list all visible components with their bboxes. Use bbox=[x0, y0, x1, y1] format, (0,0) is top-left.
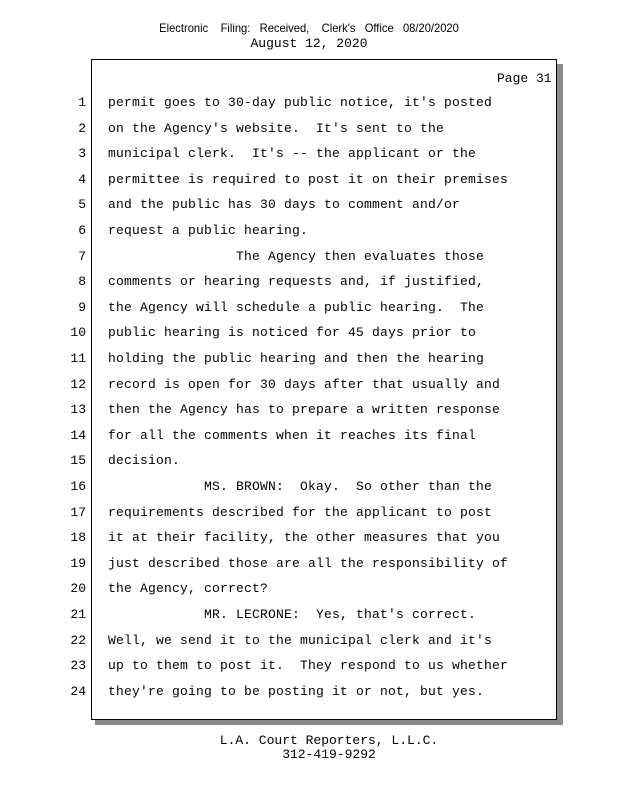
line-number: 24 bbox=[70, 683, 86, 699]
line-text: they're going to be posting it or not, but yes. bbox=[108, 683, 485, 699]
line-number: 19 bbox=[70, 555, 86, 571]
line-number: 9 bbox=[78, 299, 86, 315]
line-text: the Agency, correct? bbox=[108, 581, 269, 597]
line-text: request a public hearing. bbox=[108, 223, 309, 238]
line-number: 7 bbox=[78, 248, 86, 264]
line-text: then the Agency has to prepare a written response bbox=[108, 402, 501, 418]
line-text: just described those are all the responsibility of bbox=[108, 555, 509, 571]
line-number: 18 bbox=[70, 530, 86, 546]
line-text: record is open for 30 days after that usually and bbox=[108, 376, 501, 392]
line-number: 8 bbox=[78, 274, 86, 290]
line-text: and the public has 30 days to comment and/or bbox=[108, 197, 461, 213]
line-text: MS. BROWN: Okay. So other than the bbox=[108, 479, 493, 494]
line-text: holding the public hearing and then the hearing bbox=[108, 351, 485, 366]
line-text: permittee is required to post it on their premises bbox=[108, 171, 509, 187]
line-text: the Agency will schedule a public hearing. The bbox=[108, 299, 485, 315]
line-number: 4 bbox=[78, 171, 86, 187]
line-number: 20 bbox=[70, 581, 86, 597]
line-text: public hearing is noticed for 45 days prior to bbox=[108, 325, 477, 341]
line-text: MR. LECRONE: Yes, that's correct. bbox=[108, 607, 477, 622]
line-number: 21 bbox=[70, 607, 86, 622]
line-number: 2 bbox=[78, 120, 86, 136]
footer-phone: 312-419-9292 bbox=[282, 747, 376, 762]
line-number: 10 bbox=[70, 325, 86, 341]
line-text: Well, we send it to the municipal clerk and it's bbox=[108, 632, 493, 648]
line-number: 23 bbox=[70, 658, 86, 674]
line-text: on the Agency's website. It's sent to the bbox=[108, 120, 445, 136]
line-number: 12 bbox=[70, 376, 86, 392]
line-text: The Agency then evaluates those bbox=[108, 248, 485, 264]
transcript-date: August 12, 2020 bbox=[250, 36, 368, 51]
line-text: comments or hearing requests and, if justified, bbox=[108, 274, 485, 290]
line-number: 6 bbox=[78, 223, 86, 238]
line-number: 14 bbox=[70, 427, 86, 443]
line-number: 16 bbox=[70, 479, 86, 494]
line-text: permit goes to 30-day public notice, it's posted bbox=[108, 95, 493, 110]
line-text: it at their facility, the other measures that you bbox=[108, 530, 501, 546]
line-number: 1 bbox=[78, 95, 86, 110]
line-text: up to them to post it. They respond to us whether bbox=[108, 658, 509, 674]
page-number: Page 31 bbox=[497, 71, 552, 86]
line-text: for all the comments when it reaches its final bbox=[108, 427, 477, 443]
line-number: 11 bbox=[70, 351, 86, 366]
footer-company: L.A. Court Reporters, L.L.C. bbox=[219, 733, 439, 748]
line-number: 15 bbox=[70, 453, 86, 469]
line-number: 3 bbox=[78, 146, 86, 162]
line-number: 22 bbox=[70, 632, 86, 648]
filing-stamp: Electronic Filing: Received, Clerk's Office 08/20/2020 bbox=[159, 21, 459, 35]
line-number: 13 bbox=[70, 402, 86, 418]
line-number: 17 bbox=[70, 504, 86, 520]
line-number: 5 bbox=[78, 197, 86, 213]
line-text: decision. bbox=[108, 453, 181, 469]
line-text: municipal clerk. It's -- the applicant or the bbox=[108, 146, 477, 162]
line-text: requirements described for the applicant to post bbox=[108, 504, 493, 520]
